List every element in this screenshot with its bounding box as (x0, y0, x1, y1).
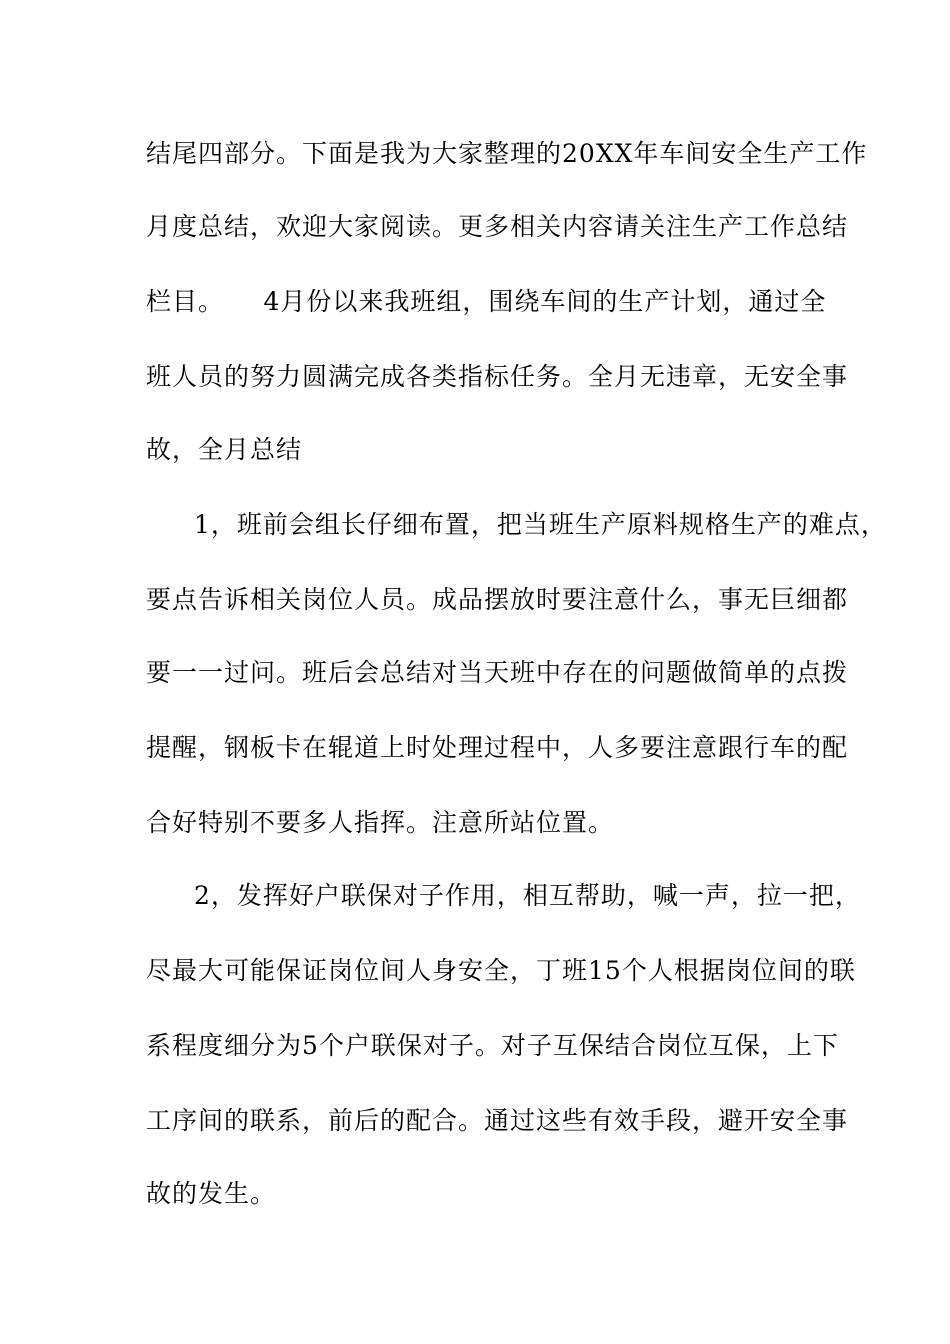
text-line: 故的发生。 (146, 1179, 277, 1208)
text-line: 提醒，钢板卡在辊道上时处理过程中，人多要注意跟行车的配 (146, 733, 849, 762)
text-line: 系程度细分为5个户联保对子。对子互保结合岗位互保，上下 (146, 1031, 839, 1060)
text-line: 故，全月总结 (146, 435, 303, 464)
text-line: 结尾四部分。下面是我为大家整理的20XX年车间安全生产工作 (146, 139, 868, 168)
text-line: 要一一过问。班后会总结对当天班中存在的问题做简单的点拨 (146, 658, 849, 687)
text-line: 1，班前会组长仔细布置，把当班生产原料规格生产的难点， (194, 510, 887, 539)
text-line: 班人员的努力圆满完成各类指标任务。全月无违章，无安全事 (146, 362, 849, 391)
text-line: 合好特别不要多人指挥。注意所站位置。 (146, 808, 615, 837)
text-line: 尽最大可能保证岗位间人身安全，丁班15个人根据岗位间的联 (146, 956, 856, 985)
text-line: 工序间的联系，前后的配合。通过这些有效手段，避开安全事 (146, 1106, 849, 1135)
text-line: 栏目。 4月份以来我班组，围绕车间的生产计划，通过全 (146, 287, 827, 316)
text-line: 2，发挥好户联保对子作用，相互帮助，喊一声，拉一把， (194, 881, 861, 910)
text-line: 要点告诉相关岗位人员。成品摆放时要注意什么，事无巨细都 (146, 585, 849, 614)
text-line: 月度总结，欢迎大家阅读。更多相关内容请关注生产工作总结 (146, 212, 849, 241)
